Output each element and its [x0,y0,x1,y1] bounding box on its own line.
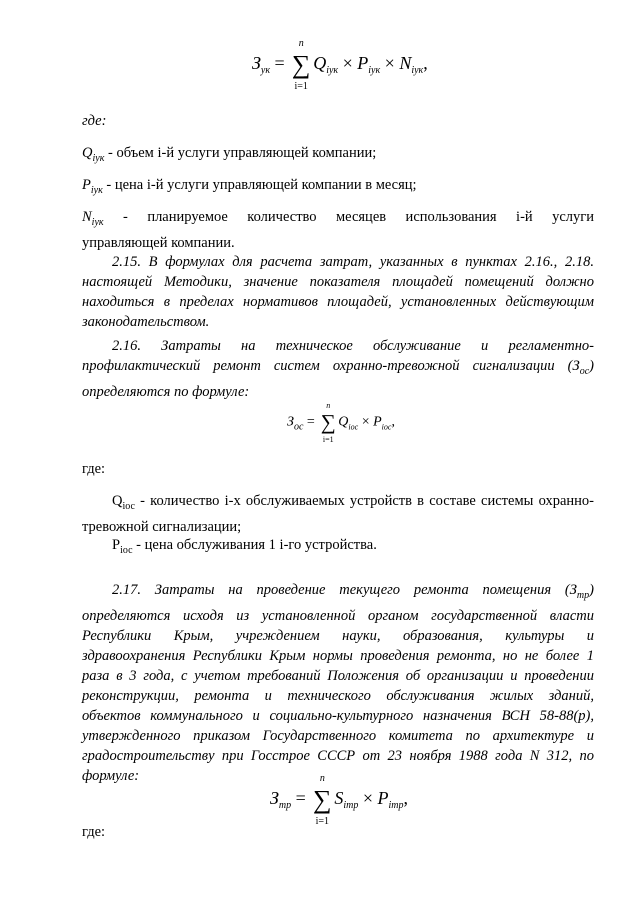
definition-p: $P_{iук}$ - цена i-й услуги управляющей компании в месяц; [82,177,417,196]
sum-symbol: n ∑ i=1 [320,401,336,444]
where-label-1: где: [82,113,107,129]
definition-n: $N_{iук}$ - планируемое количество месяцев использования i-й услуги управляющей компании. [82,209,594,251]
where-label-3: где: [82,824,106,840]
definition-qioc: $Q_{iос}$ - количество i-х обслуживаемых устройств в составе системы охранно- тревожной сигнализации; [82,493,594,535]
definition-q: $Q_{iук}$ - объем i-й услуги управляющей компании; [82,145,377,164]
formula-security-alarm: $З_{ос}$ = n ∑ i=1 $Q_{iос} \times P_{iос}$, [287,401,395,444]
paragraph-2-17: 2.17. Затраты на проведение текущего ремонта помещения $(З_{тр})$ определяются исходя из установленной органом государственной власти Республики Крым, учреждением науки, образования, культуры и здравоохранения Республики Крым нормы проведения ремонта, но не более 1 раза в 3 года, с учетом требований Положения об организации и проведении реконструкции, ремонта и технического обслуживания жилых зданий, объектов коммунального и социально-культурного назначения ВСН 58-88(р), утвержденного приказом Государственного комитета по архитектуре и градостроительству при Госстрое СССР от 23 ноября 1988 года N 312, по формуле: [82,582,594,784]
sum-symbol: n ∑ i=1 [291,38,311,92]
paragraph-2-15: 2.15. В формулах для расчета затрат, указанных в пунктах 2.16., 2.18. настоящей Методики, значение показателя площадей помещений должно находиться в пределах нормативов площадей, установленных действующим законодательством. [82,254,594,330]
formula-repair: $З_{тр}$ = n ∑ i=1 $S_{iтр} \times P_{iтр}$, [270,773,408,827]
where-label-2: где: [82,461,106,477]
formula-management-company: $З_{ук}$ = n ∑ i=1 $Q_{iук} \times P_{iук} \times N_{iук}$, [252,38,428,92]
definition-pioc: $P_{iос}$ - цена обслуживания 1 i-го устройства. [112,537,377,556]
paragraph-2-16: 2.16. Затраты на техническое обслуживание и регламентно- профилактический ремонт систем охранно-тревожной сигнализации $(З_{ос})$ определяются по формуле: [82,338,594,400]
sum-symbol: n ∑ i=1 [313,773,332,827]
